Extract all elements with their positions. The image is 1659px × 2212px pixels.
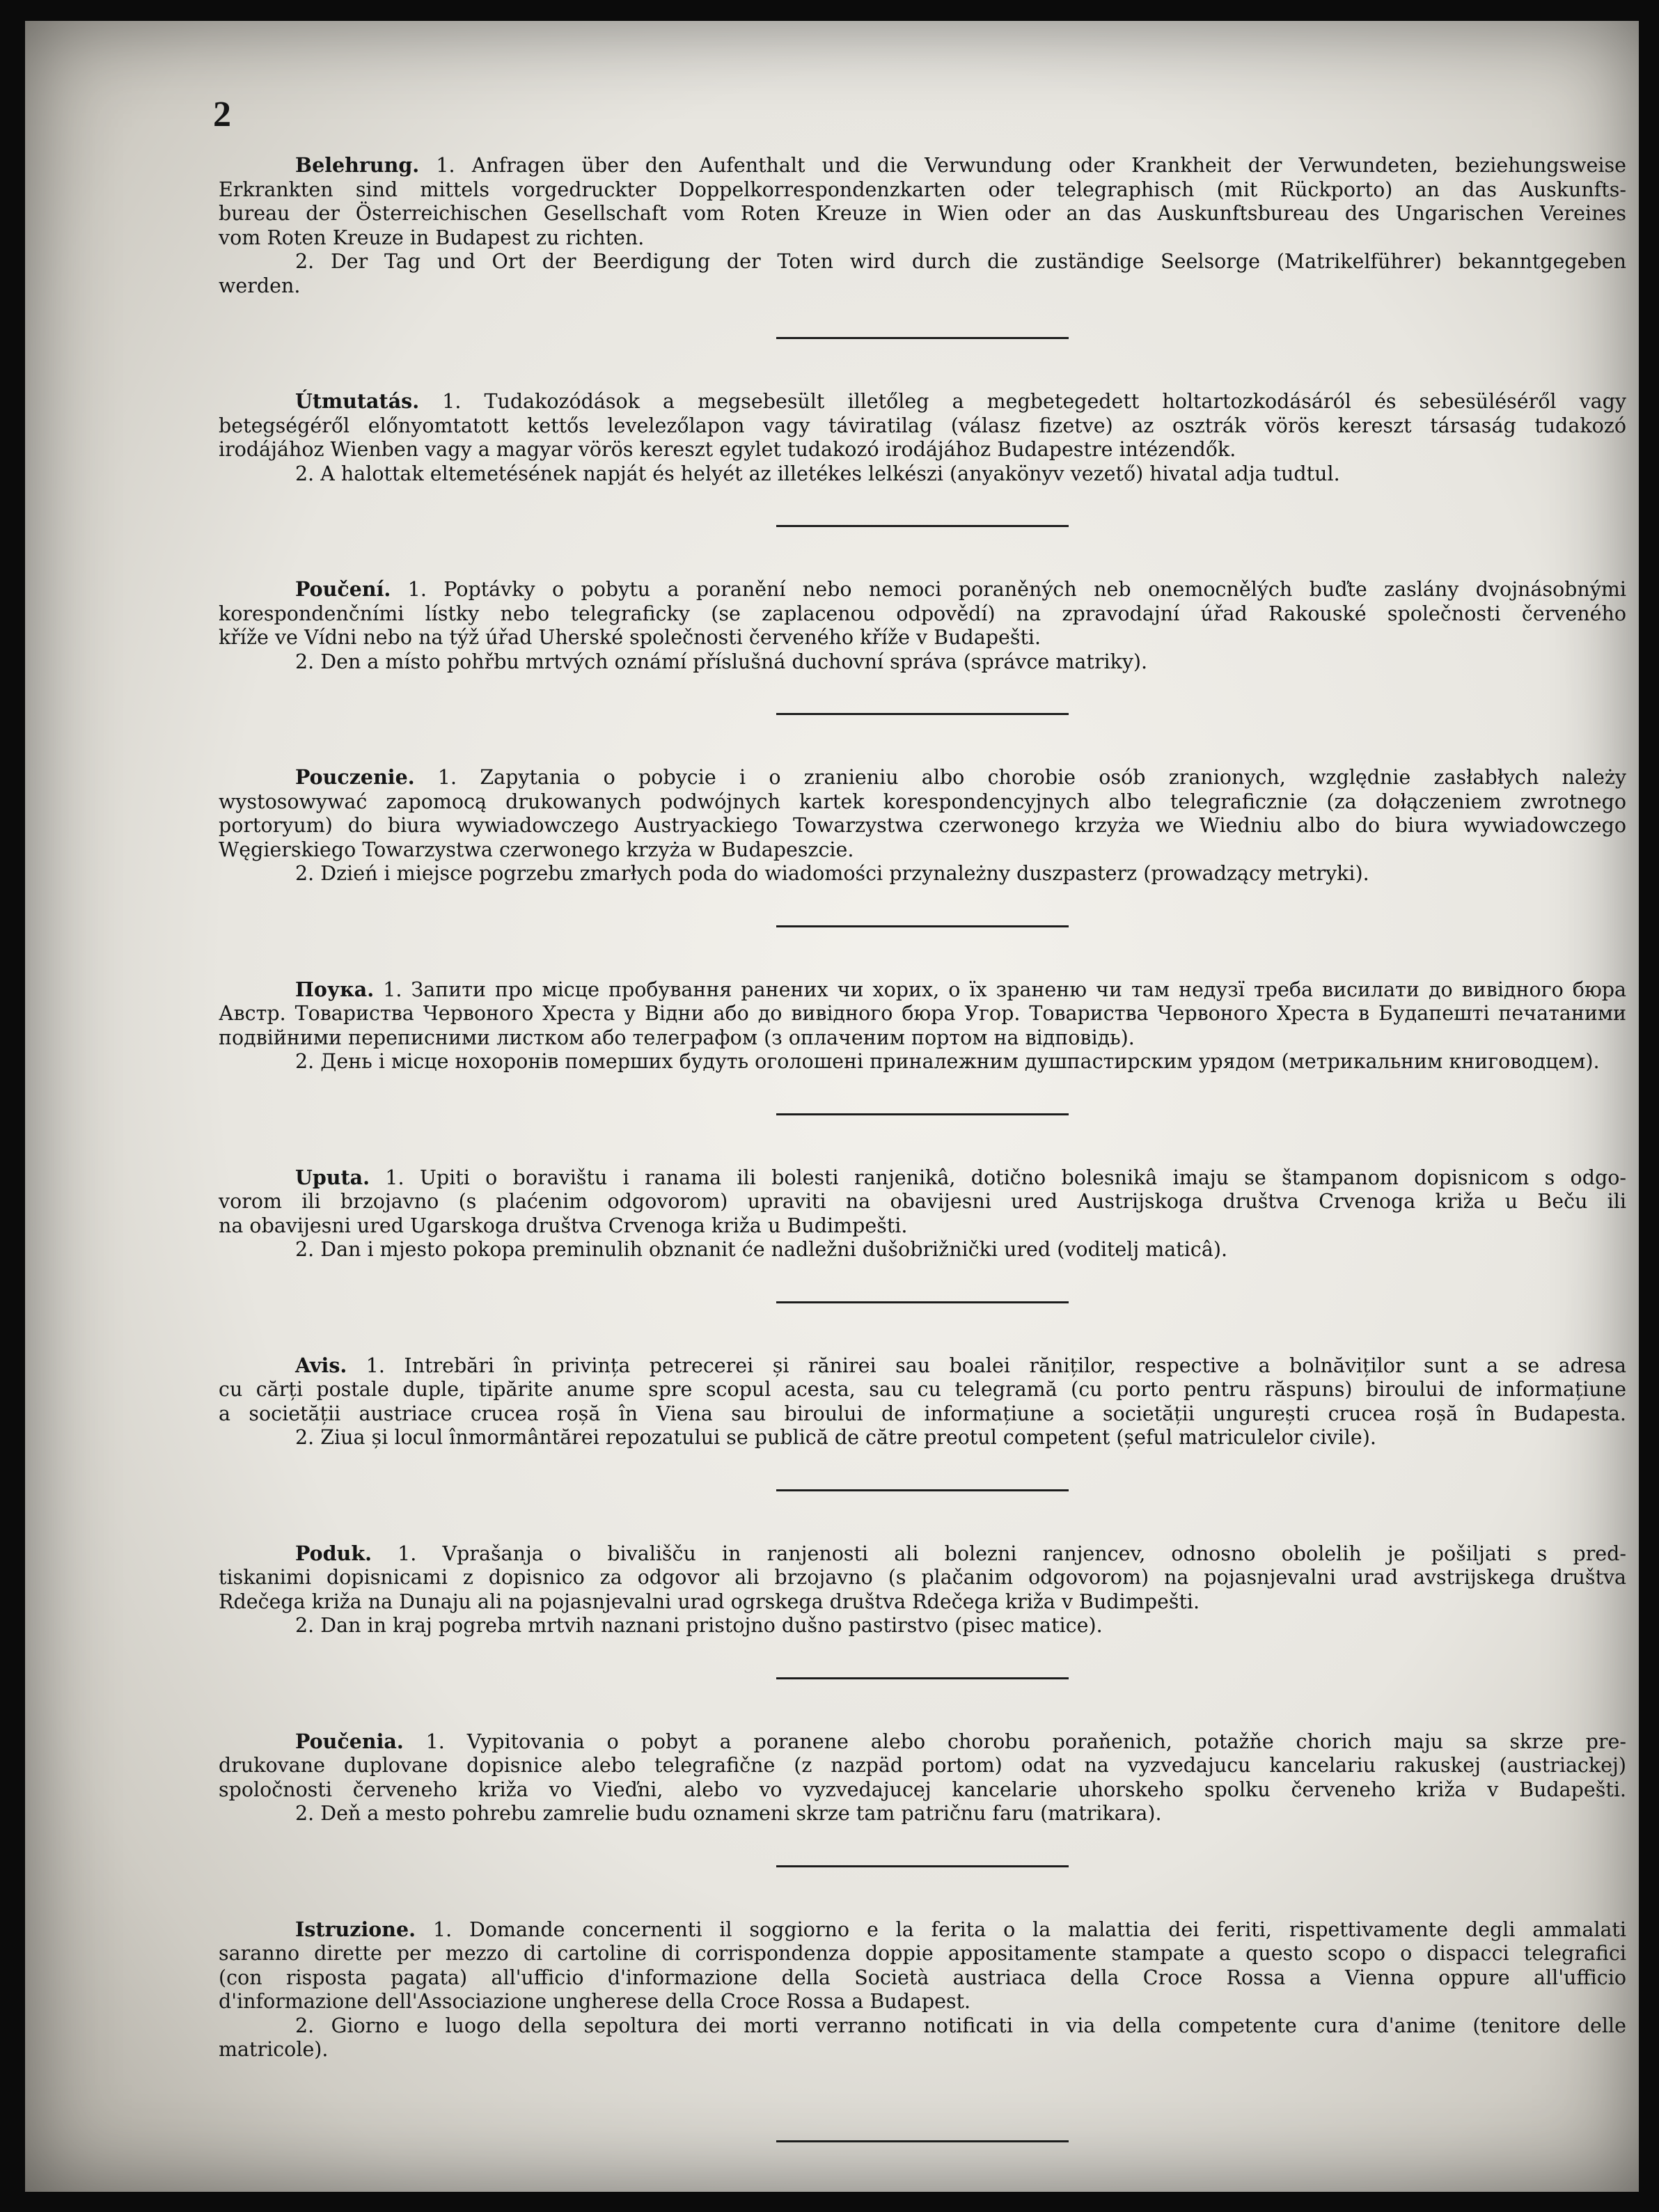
section-heading: Útmutatás. — [295, 389, 420, 413]
section-line: portoryum) do biura wywiadowczego Austryackiego Towarzystwa czerwonego krzyża we Wiedniu albo do biura wywiadowczego — [219, 814, 1626, 837]
closing-divider — [776, 2140, 1069, 2142]
section-line: 2. Dzień i miejsce pogrzebu zmarłych poda do wiadomości przynależny duszpasterz (prowadzący metryki). — [295, 862, 1369, 885]
section-line: vorom ili brzojavno (s plaćenim odgovorom) upraviti na obavijesni ured Austrijskoga društva Crvenoga križa u Beču ili — [219, 1190, 1626, 1213]
section-heading: Pouczenie. — [295, 765, 415, 789]
section-heading: Poučení. — [295, 577, 391, 601]
section-line: Poduk. 1. Vprašanja o bivališču in ranjenosti ali bolezni ranjencev, odnosno obolelih je pošiljati s pred- — [295, 1541, 1626, 1565]
section-heading: Avis. — [295, 1353, 347, 1377]
section-line: 2. Dan i mjesto pokopa preminulih obznanit će nadležni dušobrižnički ured (voditelj maticâ). — [295, 1238, 1227, 1261]
section-german — [219, 153, 1626, 298]
section-heading: Poduk. — [295, 1541, 372, 1565]
section-line: Poučenia. 1. Vypitovania o pobyt a poranene alebo chorobu poraňenich, potažňe chorich maju sa skrze pre- — [295, 1729, 1627, 1753]
section-line: Pouczenie. 1. Zapytania o pobycie i o zranieniu albo chorobie osób zranionych, względnie zasłabłych należy — [295, 765, 1626, 789]
section-line: Poučení. 1. Poptávky o pobytu a poranění nebo nemoci poraněných neb onemocnělých buďte zaslány dvojnásobnými — [295, 577, 1626, 601]
section-line: Węgierskiego Towarzystwa czerwonego krzyża w Budapeszcie. — [219, 838, 854, 861]
section-line: bureau der Österreichischen Gesellschaft vom Roten Kreuze in Wien oder an das Auskunftsbureau des Ungarischen Vereines — [219, 202, 1626, 225]
section-line: 2. Deň a mesto pohrebu zamrelie budu oznameni skrze tam patričnu faru (matrikara). — [295, 1802, 1162, 1825]
section-line: 2. A halottak eltemetésének napját és helyét az illetékes lelkészi (anyakönyv vezető) hivatal adja tudtul. — [295, 462, 1340, 485]
section-line: 2. Den a místo pohřbu mrtvých oznámí příslušná duchovní správa (správce matriky). — [295, 650, 1148, 673]
section-line: (con risposta pagata) all'ufficio d'informazione della Società austriaca della Croce Rossa a Vienna oppure all'ufficio — [219, 1966, 1626, 1989]
section-ukrainian — [219, 978, 1626, 1074]
section-line: Uputa. 1. Upiti o boravištu i ranama ili bolesti ranjenikâ, dotično bolesnikâ imaju se štampanom dopisnicom s odgo- — [295, 1165, 1626, 1189]
section-line: vom Roten Kreuze in Budapest zu richten. — [219, 226, 645, 249]
section-polish — [219, 765, 1626, 886]
section-divider — [776, 1865, 1069, 1867]
section-line: 2. Giorno e luogo della sepoltura dei morti verranno notificati in via della competente cura d'anime (tenitore delle — [295, 2014, 1626, 2037]
section-divider — [776, 713, 1069, 715]
section-line: na obavijesni ured Ugarskoga društva Crvenoga križa u Budimpešti. — [219, 1214, 908, 1237]
section-line: matricole). — [219, 2038, 329, 2061]
section-heading: Поука. — [295, 977, 375, 1001]
section-heading: Istruzione. — [295, 1917, 416, 1941]
instructions-body — [219, 153, 1626, 2192]
section-line: a societății austriace crucea roșă în Viena sau biroului de informațiune a societății ungurești crucea roșă în Budapesta. — [219, 1402, 1626, 1425]
section-line: betegségéről előnyomtatott kettős levelezőlapon vagy táviratilag (válasz fizetve) az osztrák vörös kereszt társaság tudakozó — [219, 414, 1626, 437]
section-line: korespondenčními lístky nebo telegraficky (se zaplacenou odpovědí) na zpravodajní úřad Rakouské společnosti červeného — [219, 602, 1626, 625]
section-slovak — [219, 1729, 1626, 1826]
section-heading: Uputa. — [295, 1165, 370, 1189]
section-line: Istruzione. 1. Domande concernenti il soggiorno e la ferita o la malattia dei feriti, rispettivamente degli ammalati — [295, 1917, 1626, 1941]
section-heading: Belehrung. — [295, 153, 420, 177]
section-line: kříže ve Vídni nebo na týž úřad Uherské společnosti červeného kříže v Budapešti. — [219, 626, 1041, 649]
section-line: Belehrung. 1. Anfragen über den Aufenthalt und die Verwundung oder Krankheit der Verwundeten, beziehungsweise — [295, 153, 1626, 177]
section-italian — [219, 1917, 1626, 2062]
section-divider — [776, 525, 1069, 527]
section-line: Avis. 1. Intrebări în privința petrecerei și rănirei sau boalei răniților, respective a bolnăviților sunt a se adresa — [295, 1353, 1627, 1377]
section-line: Erkrankten sind mittels vorgedruckter Doppelkorrespondenzkarten oder telegraphisch (mit Rückporto) an das Auskunfts- — [219, 178, 1626, 201]
section-line: irodájához Wienben vagy a magyar vörös kereszt egylet tudakozó irodájához Budapestre intézendők. — [219, 438, 1236, 461]
section-line: spoločnosti červeneho križa vo Vieďni, alebo vo vyzvedajucej kancelarie uhorskeho spolku červeneho križa v Budapešti. — [219, 1778, 1626, 1801]
section-line: drukovane duplovane dopisnice alebo telegrafične (z nazpäd portom) odat na vyzvedajucu kancelariu rakuskej (austriackej) — [219, 1754, 1626, 1777]
section-czech — [219, 577, 1626, 674]
section-line: wystosowywać zapomocą drukowanych podwójnych kartek korespondencyjnych albo telegraficznie (za dołączeniem zwrotnego — [219, 790, 1626, 813]
section-line: 2. Ziua și locul înmormântărei repozatului se publică de către preotul competent (șeful matriculelor civile). — [295, 1426, 1376, 1449]
section-romanian — [219, 1354, 1626, 1450]
section-line: saranno dirette per mezzo di cartoline di corrispondenza doppie appositamente stampate a questo scopo o dispacci telegrafici — [219, 1942, 1626, 1965]
section-line: d'informazione dell'Associazione ungherese della Croce Rossa a Budapest. — [219, 1990, 971, 2013]
section-divider — [776, 1301, 1069, 1303]
section-croatian — [219, 1166, 1626, 1262]
section-line: werden. — [219, 274, 301, 297]
section-heading: Poučenia. — [295, 1729, 404, 1753]
section-line: 2. День і місце нохоронів померших будуть оголошені приналежним душпастирским урядом (метрикальним книговодцем). — [295, 1050, 1600, 1073]
section-line: tiskanimi dopisnicami z dopisnico za odgovor ali brzojavno (s plačanim odgovorom) na pojasnjevalni urad avstrijskega društva — [219, 1566, 1626, 1589]
section-slovene — [219, 1542, 1626, 1638]
page-number: 2 — [213, 95, 231, 134]
section-divider — [776, 337, 1069, 339]
section-line: Útmutatás. 1. Tudakozódások a megsebesült illetőleg a megbetegedett holtartozkodásáról és sebesüléséről vagy — [295, 389, 1626, 413]
section-hungarian — [219, 389, 1626, 486]
section-divider — [776, 1113, 1069, 1115]
section-line: cu cărți postale duple, tipărite anume spre scopul acesta, sau cu telegramă (cu porto pentru răspuns) biroului de informațiune — [219, 1378, 1626, 1401]
section-line: подвійними переписними листком або телеграфом (з оплаченим портом на відповідь). — [219, 1026, 1135, 1049]
section-divider — [776, 925, 1069, 927]
section-line: Австр. Товариства Червоного Хреста у Відни або до вивідного бюра Угор. Товариства Червоного Хреста в Будапешті печатаними — [219, 1002, 1626, 1025]
section-divider — [776, 1489, 1069, 1491]
section-line: 2. Der Tag und Ort der Beerdigung der Toten wird durch die zuständige Seelsorge (Matrikelführer) bekanntgegeben — [295, 250, 1626, 273]
section-line: Поука. 1. Запити про місце пробування ранених чи хорих, о їх зраненю чи там недузї треба висилати до вивідного бюра — [295, 977, 1627, 1001]
section-line: 2. Dan in kraj pogreba mrtvih naznani pristojno dušno pastirstvo (pisec matice). — [295, 1614, 1103, 1637]
section-divider — [776, 1677, 1069, 1679]
section-line: Rdečega križa na Dunaju ali na pojasnjevalni urad ogrskega društva Rdečega križa v Budimpešti. — [219, 1590, 1200, 1613]
document-page — [25, 21, 1639, 2192]
